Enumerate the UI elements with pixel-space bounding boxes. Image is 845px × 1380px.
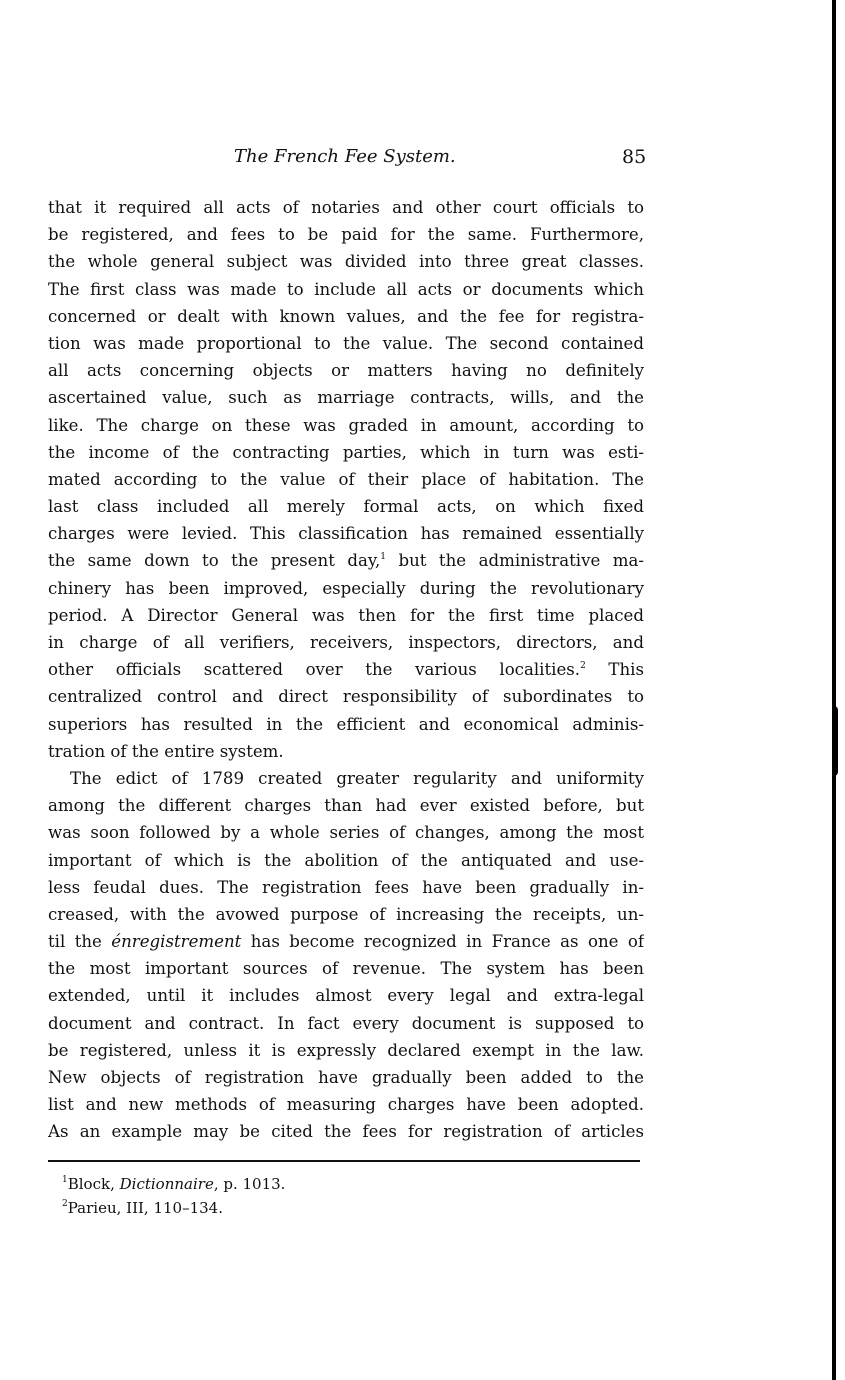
footnote-rule (48, 1160, 640, 1162)
text-line: creased, with the avowed purpose of increasing the receipts, un- (48, 904, 644, 924)
footnote-1-author: Block, (67, 1175, 120, 1193)
text-line: the income of the contracting parties, which in turn was esti- (48, 442, 644, 462)
text-line: extended, until it includes almost every legal and extra-legal (48, 986, 644, 1006)
text-line: period. A Director General was then for the first time placed (48, 605, 644, 625)
body-text (48, 194, 644, 1146)
running-title: The French Fee System. (234, 146, 456, 167)
text-line: be registered, and fees to be paid for the same. Furthermore, (48, 225, 644, 245)
text-line: chinery has been improved, especially during the revolutionary (48, 578, 644, 598)
footnote-1-marker: 1 (62, 1175, 68, 1185)
text-line: that it required all acts of notaries and other court officials to (48, 198, 644, 217)
text-line-with-footnote (48, 656, 644, 683)
text-line: be registered, unless it is expressly declared exempt in the law. (48, 1040, 644, 1060)
line-text: but the administrative ma- (386, 551, 644, 571)
text-line-with-italic (48, 928, 644, 955)
text-line: New objects of registration have gradually been added to the (48, 1068, 644, 1087)
text-line: charges were levied. This classification has remained essentially (48, 524, 644, 544)
line-text: This (585, 660, 644, 680)
italic-term: énregistrement (111, 932, 242, 952)
text-line: The first class was made to include all acts or documents which (48, 279, 644, 299)
text-line: important of which is the abolition of the antiquated and use- (48, 850, 644, 870)
footnote-marker-1: 1 (380, 552, 387, 563)
text-line: list and new methods of measuring charges have been adopted. (48, 1095, 644, 1115)
footnote-1-rest: , p. 1013. (213, 1175, 286, 1193)
page-edge-border (832, 0, 836, 1380)
text-line-with-footnote (48, 547, 644, 574)
line-text: til the (48, 932, 112, 952)
line-text: other officials scattered over the various localities. (48, 660, 581, 680)
text-line: superiors has resulted in the efficient and economical adminis- (48, 714, 644, 734)
text-line: among the different charges than had ever existed before, but (48, 796, 644, 816)
footnote-1 (62, 1172, 622, 1196)
text-line: was soon followed by a whole series of changes, among the most (48, 823, 644, 843)
footnote-2-text: Parieu, III, 110–134. (67, 1199, 223, 1217)
footnote-marker-2: 2 (580, 661, 586, 672)
footnote-2 (62, 1196, 622, 1220)
footnote-2-marker: 2 (62, 1199, 68, 1209)
text-line: ascertained value, such as marriage contracts, wills, and the (48, 388, 644, 408)
line-text: has become recognized in France as one of (241, 932, 644, 952)
text-line: concerned or dealt with known values, and the fee for registra- (48, 306, 644, 326)
text-line: tration of the entire system. (48, 741, 284, 761)
text-line: the most important sources of revenue. The system has been (48, 959, 644, 979)
text-line: document and contract. In fact every document is supposed to (48, 1013, 644, 1033)
text-line: less feudal dues. The registration fees have been gradually in- (48, 877, 644, 897)
line-text: the same down to the present day, (48, 551, 381, 571)
text-line: tion was made proportional to the value. The second contained (48, 333, 644, 353)
footnotes (62, 1172, 622, 1220)
text-line: mated according to the value of their place of habitation. The (48, 469, 644, 489)
footnote-1-work: Dictionnaire (119, 1175, 214, 1193)
page-edge-notch (832, 706, 838, 776)
text-line: in charge of all verifiers, receivers, inspectors, directors, and (48, 633, 644, 652)
text-line: like. The charge on these was graded in amount, according to (48, 415, 644, 435)
text-line: the whole general subject was divided into three great classes. (48, 252, 644, 272)
text-line: The edict of 1789 created greater regularity and uniformity (70, 768, 644, 788)
text-line: last class included all merely formal acts, on which fixed (48, 497, 644, 517)
page-number: 85 (622, 146, 647, 168)
running-head (48, 144, 648, 174)
text-line: all acts concerning objects or matters having no definitely (48, 361, 644, 381)
text-line: As an example may be cited the fees for registration of articles (48, 1122, 644, 1142)
text-line: centralized control and direct responsibility of subordinates to (48, 687, 644, 707)
